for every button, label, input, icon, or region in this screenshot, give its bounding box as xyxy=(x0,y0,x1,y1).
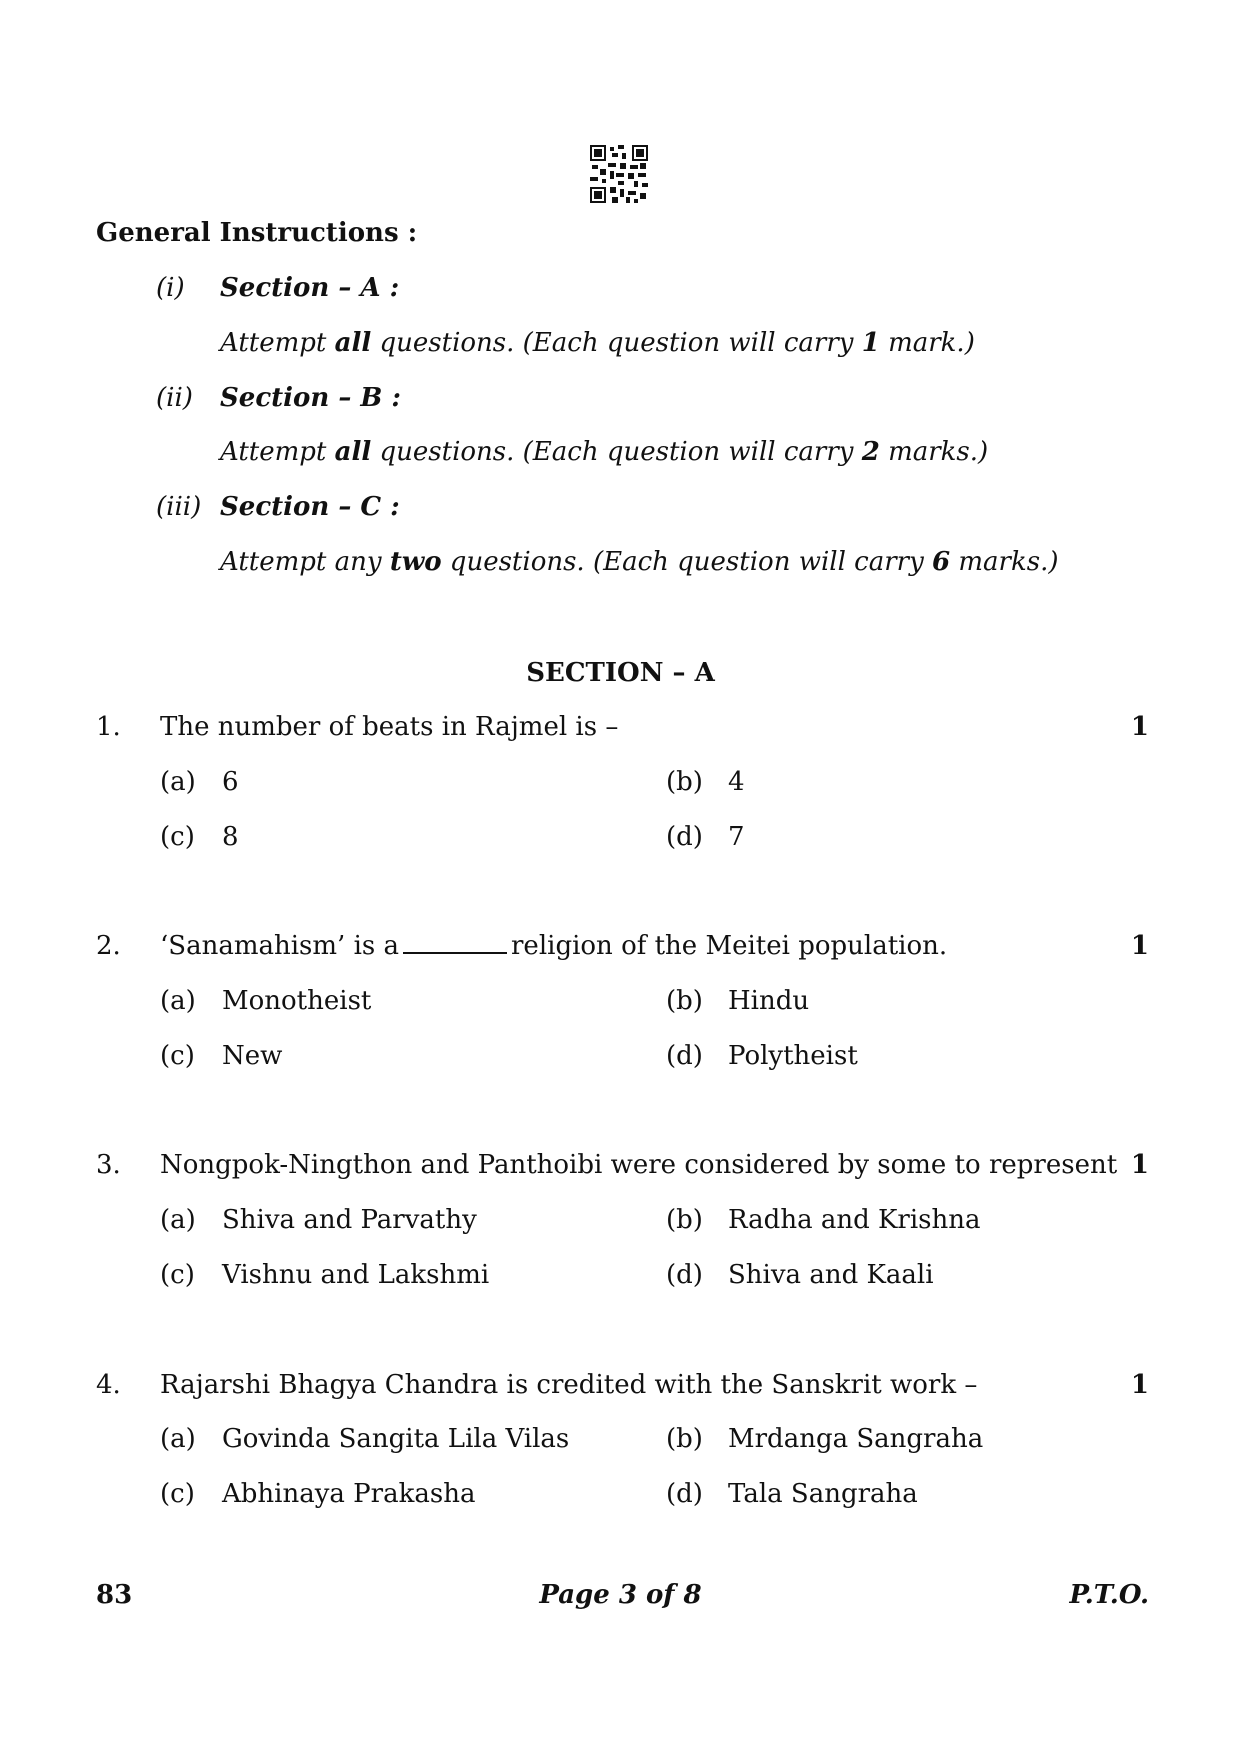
instruction-text: Attempt all questions. (Each question will carry 1 mark.) xyxy=(220,328,975,358)
option-label: (a) xyxy=(160,1424,196,1454)
question-text: Nongpok-Ningthon and Panthoibi were considered by some to represent xyxy=(160,1150,1118,1180)
option-text: Radha and Krishna xyxy=(728,1205,981,1235)
option-text: 4 xyxy=(728,767,745,797)
option-text: 7 xyxy=(728,822,745,852)
option-label: (b) xyxy=(666,1424,703,1454)
fill-in-blank xyxy=(403,934,507,954)
question-number: 2. xyxy=(96,931,121,961)
option-text: Tala Sangraha xyxy=(728,1479,918,1509)
option-label: (d) xyxy=(666,1479,703,1509)
option-label: (c) xyxy=(160,1041,195,1071)
option-label: (b) xyxy=(666,986,703,1016)
instruction-number: (i) xyxy=(156,273,185,303)
question-marks: 1 xyxy=(1130,712,1149,742)
option-text: Monotheist xyxy=(222,986,372,1016)
option-text: Shiva and Parvathy xyxy=(222,1205,477,1235)
question-marks: 1 xyxy=(1130,931,1149,961)
question-text: ‘Sanamahism’ is a religion of the Meitei population. xyxy=(160,931,948,961)
option-text: Shiva and Kaali xyxy=(728,1260,934,1290)
option-text: Hindu xyxy=(728,986,810,1016)
question-text: Rajarshi Bhagya Chandra is credited with the Sanskrit work – xyxy=(160,1370,978,1400)
pto-label: P.T.O. xyxy=(1069,1580,1149,1610)
question-number: 4. xyxy=(96,1370,121,1400)
paper-code: 83 xyxy=(96,1580,133,1610)
instruction-text: Attempt any two questions. (Each question will carry 6 marks.) xyxy=(220,547,1059,577)
instruction-text: Attempt all questions. (Each question will carry 2 marks.) xyxy=(220,437,989,467)
option-text: 8 xyxy=(222,822,239,852)
option-label: (b) xyxy=(666,767,703,797)
option-text: Abhinaya Prakasha xyxy=(222,1479,476,1509)
question-marks: 1 xyxy=(1130,1370,1149,1400)
option-text: Vishnu and Lakshmi xyxy=(222,1260,490,1290)
option-text: Govinda Sangita Lila Vilas xyxy=(222,1424,570,1454)
option-label: (d) xyxy=(666,1041,703,1071)
question-marks: 1 xyxy=(1130,1150,1149,1180)
option-label: (a) xyxy=(160,1205,196,1235)
question-number: 3. xyxy=(96,1150,121,1180)
option-text: Polytheist xyxy=(728,1041,858,1071)
option-text: New xyxy=(222,1041,283,1071)
question-number: 1. xyxy=(96,712,121,742)
option-label: (d) xyxy=(666,1260,703,1290)
option-label: (c) xyxy=(160,822,195,852)
section-a-title: SECTION – A xyxy=(526,658,715,688)
option-label: (a) xyxy=(160,767,196,797)
option-label: (a) xyxy=(160,986,196,1016)
page-number: Page 3 of 8 xyxy=(539,1580,702,1610)
option-label: (c) xyxy=(160,1260,195,1290)
option-label: (c) xyxy=(160,1479,195,1509)
question-text: The number of beats in Rajmel is – xyxy=(160,712,619,742)
option-label: (d) xyxy=(666,822,703,852)
instruction-section: Section – A : xyxy=(220,273,400,303)
general-instructions-heading: General Instructions : xyxy=(96,218,418,248)
qr-code-icon xyxy=(590,145,648,203)
instruction-section: Section – C : xyxy=(220,492,400,522)
instruction-number: (iii) xyxy=(156,492,202,522)
option-label: (b) xyxy=(666,1205,703,1235)
instruction-section: Section – B : xyxy=(220,383,402,413)
instruction-number: (ii) xyxy=(156,383,193,413)
option-text: Mrdanga Sangraha xyxy=(728,1424,984,1454)
option-text: 6 xyxy=(222,767,239,797)
